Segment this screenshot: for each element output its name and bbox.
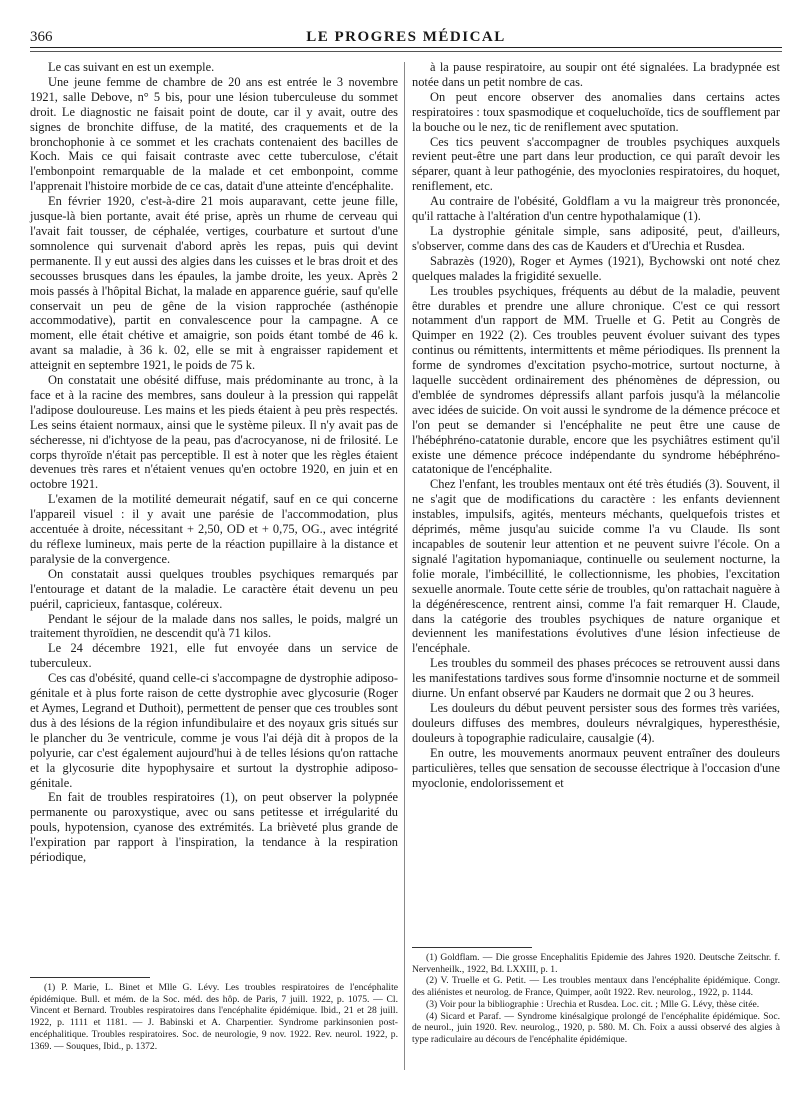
paragraph: En outre, les mouvements anormaux peuvent entraîner des douleurs particulières, telles que sensation de secousse électrique à l'occasion d'une myoclonie, endolorissement et — [412, 745, 780, 790]
paragraph: Sabrazès (1920), Roger et Aymes (1921), Bychowski ont noté chez quelques malades la frigidité sexuelle. — [412, 253, 780, 283]
paragraph: En fait de troubles respiratoires (1), on peut observer la polypnée permanente ou paroxystique, avec ou sans petitesse et irrégularité du pouls, hypotension, cyanose des extrémités. La brièveté plus grande de l'expiration par rapport à l'inspiration, la tendance à la respiration périodique, — [30, 790, 398, 865]
right-column — [412, 60, 780, 790]
paragraph: La dystrophie génitale simple, sans adiposité, peut, d'ailleurs, s'observer, comme dans des cas de Kauders et d'Urechia et Rusdea. — [412, 223, 780, 253]
header-rule — [30, 47, 782, 48]
page-header — [30, 26, 782, 48]
left-column — [30, 60, 398, 865]
paragraph: On constatait aussi quelques troubles psychiques remarqués par l'entourage et datant de la maladie. Le caractère était devenu un peu puéril, capricieux, fantasque, coléreux. — [30, 566, 398, 611]
footnote: (1) P. Marie, L. Binet et Mlle G. Lévy. Les troubles respiratoires de l'encéphalite épidémique. Bull. et mém. de la Soc. méd. des hôp. de Paris, 7 juill. 1922, p. 1075. — Cl. Vincent et Bernard. Troubles respiratoires dans l'encéphalite épidémique. Ibid., 21 et 28 juill. 1922, p. 1111 et 1181. — J. Babinski et A. Charpentier. Syndrome parkinsonien post-encéphalitique. Troubles respiratoires. Soc. de neurologie, 9 nov. 1922. Rev. neurol. 1922, p. 1369. — Souques, Ibid., p. 1372. — [30, 982, 398, 1052]
paragraph: à la pause respiratoire, au soupir ont été signalées. La bradypnée est notée dans un petit nombre de cas. — [412, 60, 780, 89]
paragraph: On peut encore observer des anomalies dans certains actes respiratoires : toux spasmodique et coqueluchoïde, tics de soufflement par la bouche ou le nez, tic de reniflement avec sputation. — [412, 89, 780, 134]
paragraph: Les douleurs du début peuvent persister sous des formes très variées, douleurs diffuses des membres, douleurs névralgiques, hyperesthésie, douleurs à topographie radiculaire, causalgie (4). — [412, 700, 780, 745]
paragraph: On constatait une obésité diffuse, mais prédominante au tronc, à la face et à la racine des membres, sans douleur à la pression qui rappelât l'adipose douloureuse. Les mains et les pieds étaient à peu près respectés. Les seins étaient normaux, ainsi que le système pileux. Il n'y avait pas de sécheresse, ni d'ichtyose de la peau, pas d'acrocyanose, ni de frilosité. Le corps thyroïde n'était pas perceptible. Il est à noter que les règles étaient devenues très rares et n'étaient venues qu'en octobre 1920, en juin et en octobre 1921. — [30, 373, 398, 492]
paragraph: Pendant le séjour de la malade dans nos salles, le poids, malgré un traitement thyroïdien, ne descendit qu'à 71 kilos. — [30, 611, 398, 641]
journal-title: LE PROGRES MÉDICAL — [306, 28, 506, 45]
footnote-rule — [412, 947, 532, 948]
paragraph: Les troubles psychiques, fréquents au début de la maladie, peuvent être durables et prendre une allure chronique. C'est ce qui ressort notamment d'un rapport de MM. Truelle et G. Petit au Congrès de Quimper en 1922 (2). Ces troubles peuvent évoluer suivant des types continus ou rémittents, intermittents et même périodiques. Ils prennent la forme de syndromes d'excitation psycho-motrice, surtout nocturne, à laquelle succèdent ordinairement des phénomènes de dépression, ou d'emblée de syndromes dépressifs allant parfois jusqu'à la mélancolie avec idées de suicide. On voit aussi le syndrome de la démence précoce et l'on peut se demander si l'encéphalite ne peut être une cause de l'hébéphréno-catatonie durable, encore que les psychiâtres estiment qu'il existe une démence précoce indépendante du syndrome hébéphréno-catatonique de l'encéphalite. — [412, 283, 780, 477]
paragraph: Ces tics peuvent s'accompagner de troubles psychiques auxquels revient peut-être une part dans leur production, ce qui paraît devoir les séparer, quant à leur pathogénie, des myoclonies respiratoires, du hoquet, reniflement, etc. — [412, 134, 780, 194]
paragraph: Au contraire de l'obésité, Goldflam a vu la maigreur très prononcée, qu'il rattache à l'altération d'un centre hypothalamique (1). — [412, 194, 780, 224]
paragraph: Chez l'enfant, les troubles mentaux ont été très étudiés (3). Souvent, il ne s'agit que de modifications du caractère : les enfants deviennent instables, impulsifs, agités, menteurs méchants, quelquefois tristes et déprimés, même jusqu'au suicide comme l'a vu Claude. Ils sont incapables de soutenir leur attention et ne peuvent suivre l'école. On a signalé l'agitation hypomaniaque, continuelle ou seulement nocturne, la folie morale, l'imbécillité, le collectionnisme, les phobies, l'excitation sexuelle anormale. Toute cette série de troubles, qu'on rattachait naguère à la dégénérescence, rentrent ainsi, comme l'a fait remarquer H. Claude, dans la catégorie des troubles psychiques de nature organique et deviennent les manifestations évolutives d'une lésion infectieuse de l'encéphale. — [412, 477, 780, 656]
footnotes-left — [30, 982, 398, 1052]
paragraph: Le 24 décembre 1921, elle fut envoyée dans un service de tuberculeux. — [30, 641, 398, 671]
paragraph: Le cas suivant en est un exemple. — [48, 60, 215, 74]
footnote: (4) Sicard et Paraf. — Syndrome kinésalgique prolongé de l'encéphalite épidémique. Soc. de neurol., juin 1920. Rev. neurolog., 1920, p. 580. M. Ch. Foix a aussi observé des algies à type radiculaire au décours de l'encéphalite épidémique. — [412, 1010, 780, 1045]
footnotes-right — [412, 952, 780, 1046]
column-divider — [404, 62, 405, 1070]
page-number: 366 — [30, 28, 53, 45]
paragraph: En février 1920, c'est-à-dire 21 mois auparavant, cette jeune fille, jusque-là bien portante, avait été prise, après un rhume de cerveau qui l'avait fait tousser, de céphalée, vertiges, courbature et surtout d'une somnolence qui survenait d'abord après les repas, puis qui devint permanente. Il y eut aussi des algies dans les cuisses et le bras droit et des secousses brusques dans les épaules, la jambe droite, les yeux. Après 2 mois passés à l'hôpital Bichat, la malade en apparence guérie, sauf qu'elle conservait un peu de gêne de la vision rapprochée (asthénopie accommodative), partit en convalescence pour la campagne. A ce moment, elle était chétive et amaigrie, son poids étant tombé de 46 k. avant sa maladie, à 36 k. 02, elle se mit à engraisser rapidement et atteignit en septembre 1921, le poids de 75 k. — [30, 194, 398, 373]
paragraph: Ces cas d'obésité, quand celle-ci s'accompagne de dystrophie adiposo-génitale et à plus forte raison de cette dystrophie avec glycosurie (Roger et Aymes, Legrand et Duthoit), permettent de penser que ces troubles sont dus à des lésions de la région infundibulaire et des noyaux gris situés sur le plancher du 3e ventricule, comme je vous l'ai déjà dit à propos de la polyurie, car c'est également aujourd'hui à de telles lésions qu'on rattache et la glycosurie dite hypophysaire et surtout la dystrophie adiposo-génitale. — [30, 671, 398, 790]
header-rule-thin — [30, 51, 782, 52]
paragraph: L'examen de la motilité demeurait négatif, sauf en ce qui concerne l'appareil visuel : il y avait une parésie de l'accommodation, plus accentuée à droite, nécessitant + 2,50, OD et + 0,75, OG., avec intégrité du réflexe lumineux, mais perte de la réaction pupillaire à la distance et paralysie de la convergence. — [30, 492, 398, 566]
footnote: (2) V. Truelle et G. Petit. — Les troubles mentaux dans l'encéphalite épidémique. Congr. des aliénistes et neurolog. de France, Quimper, août 1922. Rev. neurolog., 1922, p. 1144. — [412, 975, 780, 999]
paragraph: Une jeune femme de chambre de 20 ans est entrée le 3 novembre 1921, salle Debove, n° 5 bis, pour une lésion tuberculeuse du sommet droit. Le diagnostic ne faisait point de doute, car il y avait, outre des signes de bronchite diffuse, de la matité, des craquements et de la bronchophonie à ce sommet et les crachats contenaient des bacilles de Koch. Mais ce qui faisait contraste avec cette tuberculose, c'était l'embonpoint remarquable de la malade et cet embonpoint, comme l'apprenait l'histoire morbide de ce cas, datait d'une atteinte d'encéphalite. — [30, 74, 398, 194]
paragraph: Les troubles du sommeil des phases précoces se retrouvent aussi dans les manifestations tardives sous forme d'insomnie nocturne et de sommeil diurne. Un enfant observé par Kauders ne dormait que 2 ou 3 heures. — [412, 656, 780, 701]
footnote-rule — [30, 977, 150, 978]
footnote: (1) Goldflam. — Die grosse Encephalitis Epidemie des Jahres 1920. Deutsche Zeitschr. f. Nervenheilk., 1922, Bd. LXXIII, p. 1. — [412, 952, 780, 975]
footnote: (3) Voir pour la bibliographie : Urechia et Rusdea. Loc. cit. ; Mlle G. Lévy, thèse citée. — [426, 998, 760, 1010]
